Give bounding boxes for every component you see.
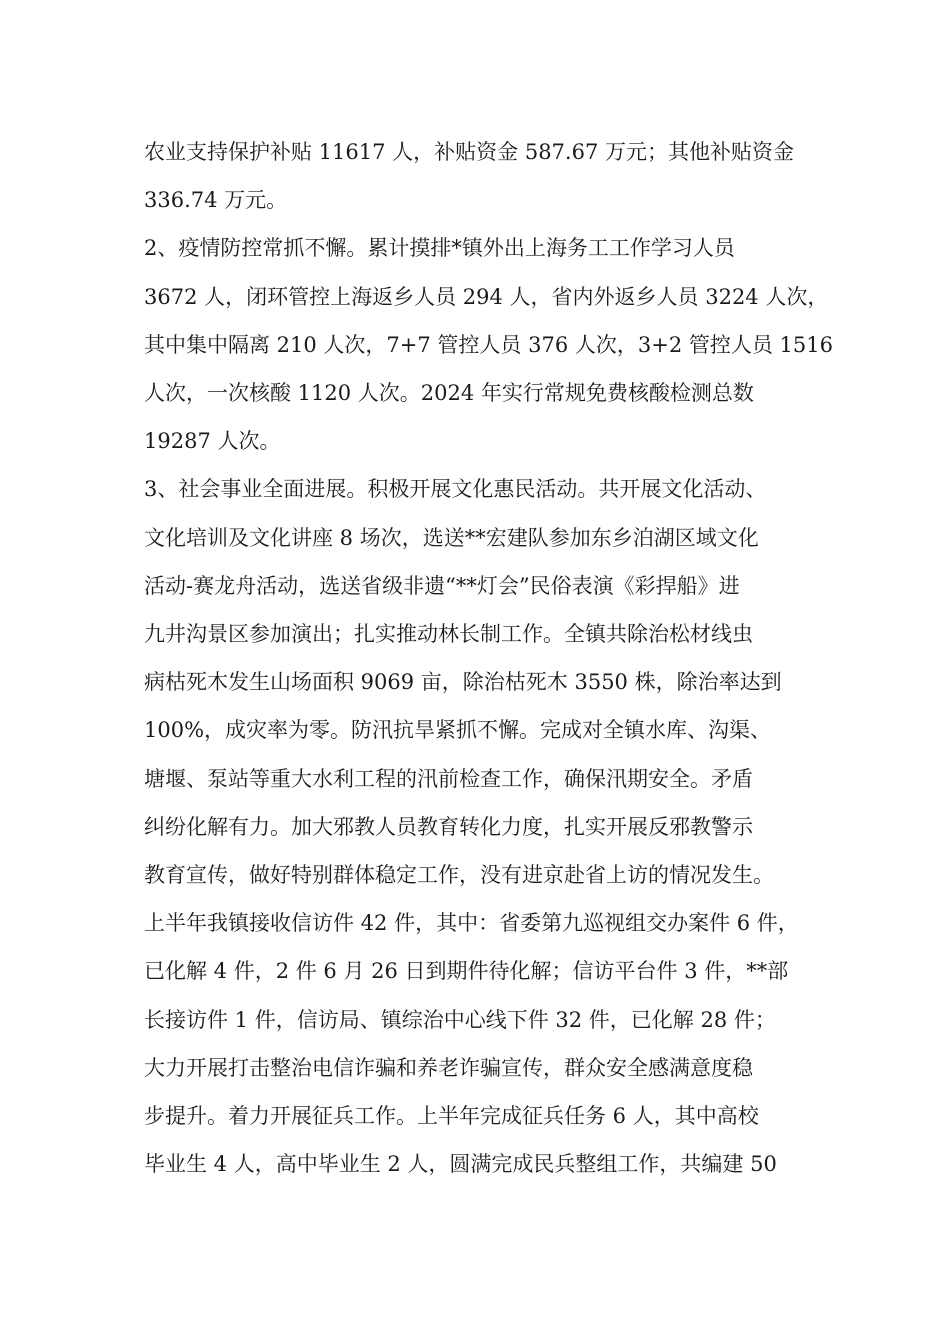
text-line: 长接访件 1 件，信访局、镇综治中心线下件 32 件，已化解 28 件； [144,1008,776,1032]
text-line: 上半年我镇接收信访件 42 件，其中：省委第九巡视组交办案件 6 件， [144,911,799,935]
text-line: 大力开展打击整治电信诈骗和养老诈骗宣传，群众安全感满意度稳 [144,1056,753,1080]
text-line: 文化培训及文化讲座 8 场次，选送**宏建队参加东乡泊湖区域文化 [144,526,759,550]
text-line: 九井沟景区参加演出；扎实推动林长制工作。全镇共除治松材线虫 [144,622,753,646]
text-line: 毕业生 4 人，高中毕业生 2 人，圆满完成民兵整组工作，共编建 50 [144,1152,777,1176]
text-line: 活动-赛龙舟活动，选送省级非遗“**灯会”民俗表演《彩捍船》进 [144,574,740,598]
text-line: 336.74 万元。 [144,188,288,212]
text-line: 病枯死木发生山场面积 9069 亩，除治枯死木 3550 株，除治率达到 [144,670,782,694]
text-line: 100%，成灾率为零。防汛抗旱紧抓不懈。完成对全镇水库、沟渠、 [144,718,772,742]
text-line: 2、疫情防控常抓不懈。累计摸排*镇外出上海务工工作学习人员 [144,236,735,260]
text-line: 步提升。着力开展征兵工作。上半年完成征兵任务 6 人，其中高校 [144,1104,759,1128]
text-line: 19287 人次。 [144,429,281,453]
text-line: 已化解 4 件，2 件 6 月 26 日到期件待化解；信访平台件 3 件，**部 [144,959,789,983]
text-line: 塘堰、泵站等重大水利工程的汛前检查工作，确保汛期安全。矛盾 [144,767,753,791]
text-line: 农业支持保护补贴 11617 人，补贴资金 587.67 万元；其他补贴资金 [144,140,794,164]
text-line: 3、社会事业全面进展。积极开展文化惠民活动。共开展文化活动、 [144,477,767,501]
text-line: 教育宣传，做好特别群体稳定工作，没有进京赴省上访的情况发生。 [144,863,774,887]
text-line: 3672 人，闭环管控上海返乡人员 294 人，省内外返乡人员 3224 人次， [144,285,829,309]
text-line: 其中集中隔离 210 人次，7+7 管控人员 376 人次，3+2 管控人员 1516 [144,333,833,357]
text-line: 人次，一次核酸 1120 人次。2024 年实行常规免费核酸检测总数 [144,381,754,405]
text-line: 纠纷化解有力。加大邪教人员教育转化力度，扎实开展反邪教警示 [144,815,753,839]
